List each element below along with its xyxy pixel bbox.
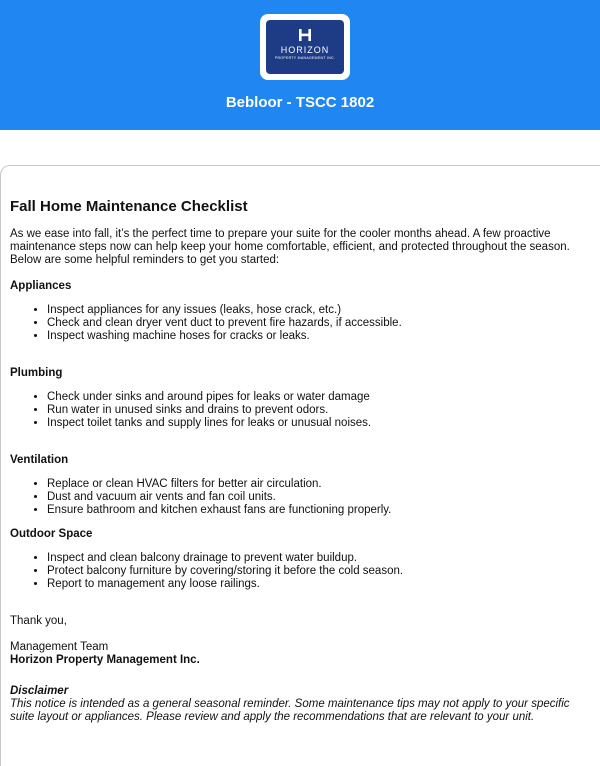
section-title: Plumbing (10, 367, 63, 379)
list-item: • Run water in unused sinks and drains to prevent odors. (47, 404, 592, 417)
logo-subtitle: PROPERTY MANAGEMENT INC. (274, 56, 336, 60)
list-item: • Check and clean dryer vent duct to prevent fire hazards, if accessible. (47, 317, 592, 330)
header-title: Bebloor - TSCC 1802 (225, 94, 375, 111)
logo-name: HORIZON (280, 45, 330, 55)
checklist (10, 304, 592, 343)
section-plumbing (10, 367, 592, 430)
disclaimer-text: This notice is intended as a general seasonal reminder. Some maintenance tips may not apply to your specific suite layout or appliances. Please review and apply the recommendations that are relevant to your unit. (10, 698, 570, 723)
intro-paragraph: As we ease into fall, it’s the perfect time to prepare your suite for the cooler months ahead. A few proactive maintenance steps now can help keep your home comfortable, efficient, and protected throughout the season. Below are some helpful reminders to get you started: (10, 228, 570, 266)
list-item: • Check under sinks and around pipes for leaks or water damage (47, 391, 592, 404)
logo-frame (260, 14, 350, 80)
list-item: • Protect balcony furniture by covering/storing it before the cold season. (47, 565, 592, 578)
checklist (10, 391, 592, 430)
list-item: • Inspect and clean balcony drainage to prevent water buildup. (47, 552, 592, 565)
checklist (10, 478, 592, 517)
spacer (10, 517, 592, 528)
page-title: Fall Home Maintenance Checklist (10, 198, 248, 215)
list-item: • Replace or clean HVAC filters for better air circulation. (47, 478, 592, 491)
list-item: • Report to management any loose railings. (47, 578, 592, 591)
spacer (10, 430, 592, 454)
horizon-logo (266, 20, 344, 74)
spacer (10, 343, 592, 367)
list-item: • Dust and vacuum air vents and fan coil units. (47, 491, 592, 504)
list-item: • Inspect toilet tanks and supply lines for leaks or unusual noises. (47, 417, 592, 430)
section-title: Outdoor Space (10, 528, 93, 540)
closing-line: Thank you, (10, 615, 67, 627)
signature-company: Horizon Property Management Inc. (10, 654, 200, 666)
header-banner (0, 0, 600, 130)
section-title: Appliances (10, 280, 72, 292)
signature-team: Management Team (10, 641, 109, 653)
section-ventilation (10, 454, 592, 517)
disclaimer-title: Disclaimer (10, 685, 69, 697)
section-outdoor-space (10, 528, 592, 591)
list-item: • Inspect washing machine hoses for cracks or leaks. (47, 330, 592, 343)
section-appliances (10, 280, 592, 343)
section-title: Ventilation (10, 454, 69, 466)
notice-body (10, 198, 592, 724)
horizon-logo-icon (298, 28, 312, 42)
list-item: • Ensure bathroom and kitchen exhaust fans are functioning properly. (47, 504, 592, 517)
checklist (10, 552, 592, 591)
list-item: • Inspect appliances for any issues (leaks, hose crack, etc.) (47, 304, 592, 317)
